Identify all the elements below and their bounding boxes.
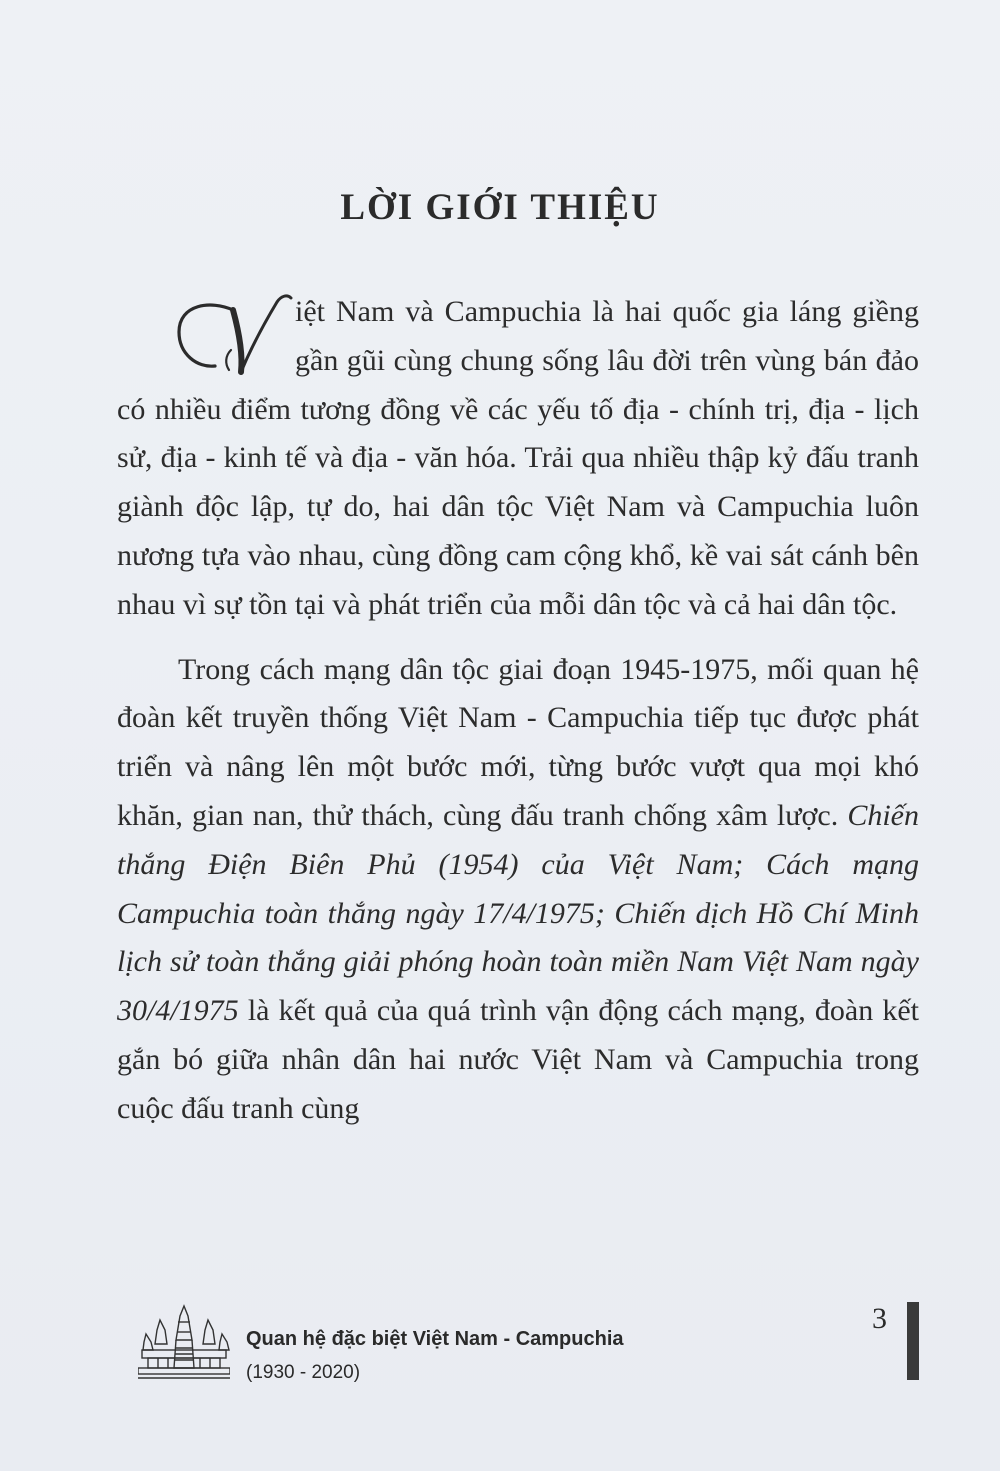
paragraph-2 — [117, 646, 919, 1134]
angkor-temple-icon — [138, 1304, 230, 1382]
footer-book-title: Quan hệ đặc biệt Việt Nam - Campuchia — [246, 1328, 624, 1350]
page-title: LỜI GIỚI THIỆU — [340, 187, 660, 228]
paragraph-2-text-a: Trong cách mạng dân tộc giai đoạn 1945-1975, mối quan hệ đoàn kết truyền thống Việt Nam - Campuchia tiếp tục được phát triển và nâng lên một bước mới, từng bước vượt qua mọi khó khăn, gian nan, thử thách, cùng đấu tranh chống xâm lược. — [117, 652, 919, 832]
page-number: 3 — [872, 1302, 887, 1335]
paragraph-1 — [117, 288, 919, 630]
paragraph-1-text: iệt Nam và Campuchia là hai quốc gia láng giềng gần gũi cùng chung sống lâu đời trên vùng bán đảo có nhiều điểm tương đồng về các yếu tố địa - chính trị, địa - lịch sử, địa - kinh tế và địa - văn hóa. Trải qua nhiều thập kỷ đấu tranh giành độc lập, tự do, hai dân tộc Việt Nam và Campuchia luôn nương tựa vào nhau, cùng đồng cam cộng khổ, kề vai sát cánh bên nhau vì sự tồn tại và phát triển của mỗi dân tộc và cả hai dân tộc. — [117, 295, 919, 621]
footer-book-years: (1930 - 2020) — [246, 1362, 361, 1383]
paragraph-2-italic: Chiến thắng Điện Biên Phủ (1954) của Việt Nam; Cách mạng Campuchia toàn thắng ngày 17/4/1975; Chiến dịch Hồ Chí Minh lịch sử toàn thắng giải phóng hoàn toàn miền Nam Việt Nam ngày 30/4/1975 — [117, 798, 919, 1028]
page-number-bar — [907, 1302, 919, 1380]
dropcap-letter-v — [173, 292, 295, 378]
body-text — [117, 288, 919, 1150]
dropcap-v-icon — [173, 292, 295, 378]
paragraph-2-text-b: là kết quả của quá trình vận động cách mạng, đoàn kết gắn bó giữa nhân dân hai nước Việt Nam và Campuchia trong cuộc đấu tranh cùng — [117, 994, 919, 1125]
